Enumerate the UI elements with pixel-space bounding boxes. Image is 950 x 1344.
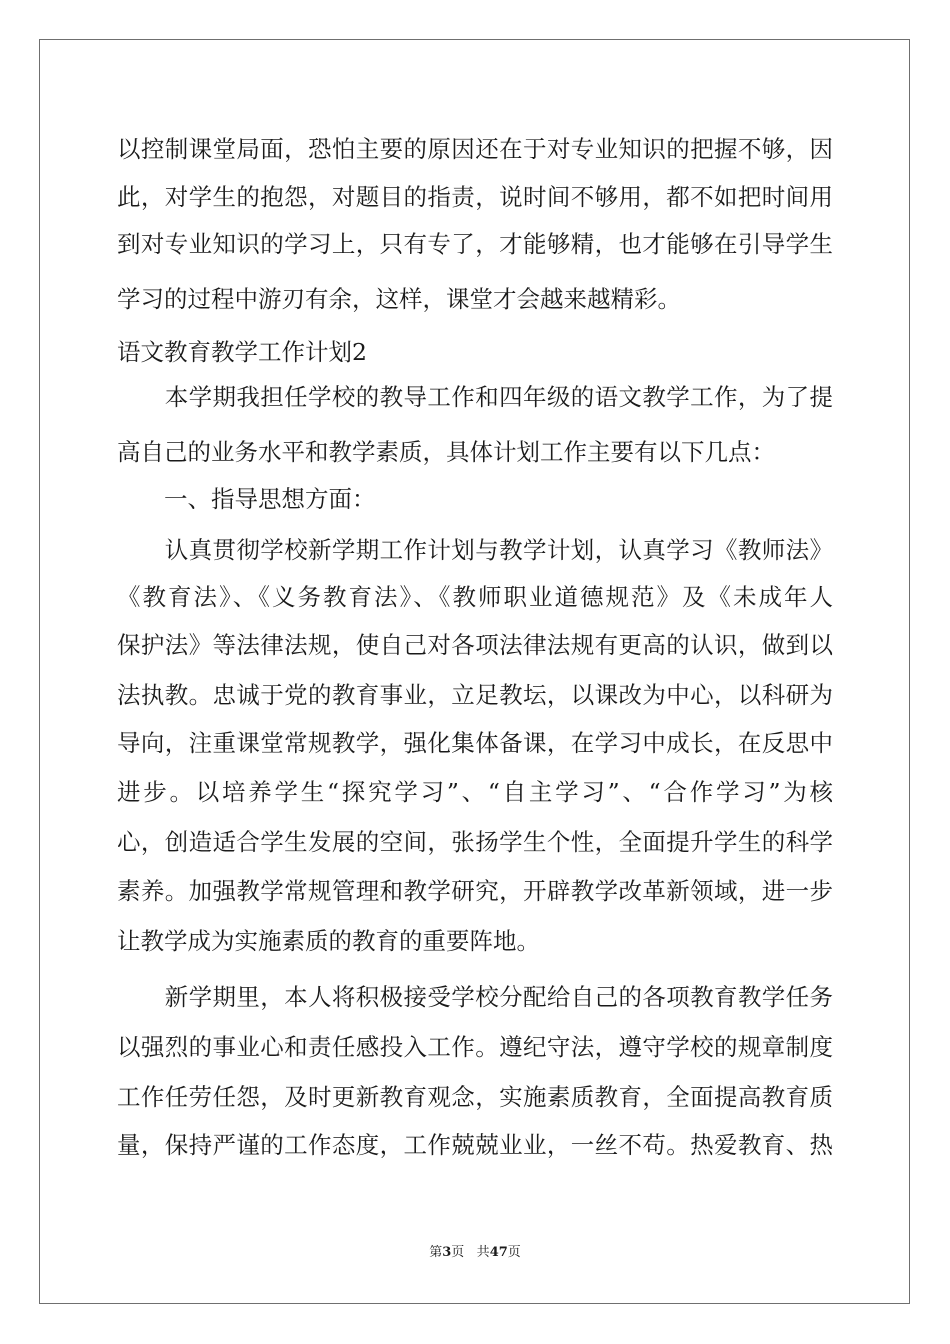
text-line: 到对专业知识的学习上，只有专了，才能够精，也才能够在引导学生 xyxy=(117,230,833,258)
text-line: 高自己的业务水平和教学素质，具体计划工作主要有以下几点： xyxy=(117,438,775,466)
text-line: 学习的过程中游刃有余，这样，课堂才会越来越精彩。 xyxy=(117,285,681,313)
text-line: 量，保持严谨的工作态度，工作兢兢业业，一丝不苟。热爱教育、热 xyxy=(117,1131,833,1159)
text-line: 导向，注重课堂常规教学，强化集体备课，在学习中成长，在反思中 xyxy=(117,729,833,757)
text-line: 一、指导思想方面： xyxy=(117,485,376,513)
text-line: 法执教。忠诚于党的教育事业，立足教坛，以课改为中心，以科研为 xyxy=(117,681,833,709)
footer-page-number: 3 xyxy=(442,1245,452,1260)
text-line: 以强烈的事业心和责任感投入工作。遵纪守法，遵守学校的规章制度 xyxy=(117,1033,833,1061)
text-line: 新学期里，本人将积极接受学校分配给自己的各项教育教学任务 xyxy=(117,983,833,1011)
text-line: 认真贯彻学校新学期工作计划与教学计划，认真学习《教师法》 xyxy=(117,536,833,564)
text-line: 以控制课堂局面，恐怕主要的原因还在于对专业知识的把握不够，因 xyxy=(117,135,833,163)
footer-prefix: 第 xyxy=(429,1245,443,1260)
text-line: 保护法》等法律法规，使自己对各项法律法规有更高的认识，做到以 xyxy=(117,631,833,659)
text-line: 《教育法》、《义务教育法》、《教师职业道德规范》及《未成年人 xyxy=(117,583,833,611)
text-line: 本学期我担任学校的教导工作和四年级的语文教学工作，为了提 xyxy=(117,383,833,411)
text-line: 让教学成为实施素质的教育的重要阵地。 xyxy=(117,927,540,955)
section-heading: 语文教育教学工作计划2 xyxy=(117,338,367,366)
footer-page-unit: 页 xyxy=(451,1245,465,1260)
text-line: 进步。以培养学生“探究学习”、“自主学习”、“合作学习”为核 xyxy=(117,778,833,806)
text-line: 素养。加强教学常规管理和教学研究，开辟教学改革新领域，进一步 xyxy=(117,877,833,905)
text-line: 此，对学生的抱怨，对题目的指责，说时间不够用，都不如把时间用 xyxy=(117,183,833,211)
text-line: 工作任劳任怨，及时更新教育观念，实施素质教育，全面提高教育质 xyxy=(117,1083,833,1111)
footer-total-pages: 47 xyxy=(489,1245,508,1260)
footer-total-unit: 页 xyxy=(507,1245,521,1260)
footer-total-prefix: 共 xyxy=(476,1245,490,1260)
page-footer xyxy=(0,1245,950,1261)
text-line: 心，创造适合学生发展的空间，张扬学生个性，全面提升学生的科学 xyxy=(117,828,833,856)
